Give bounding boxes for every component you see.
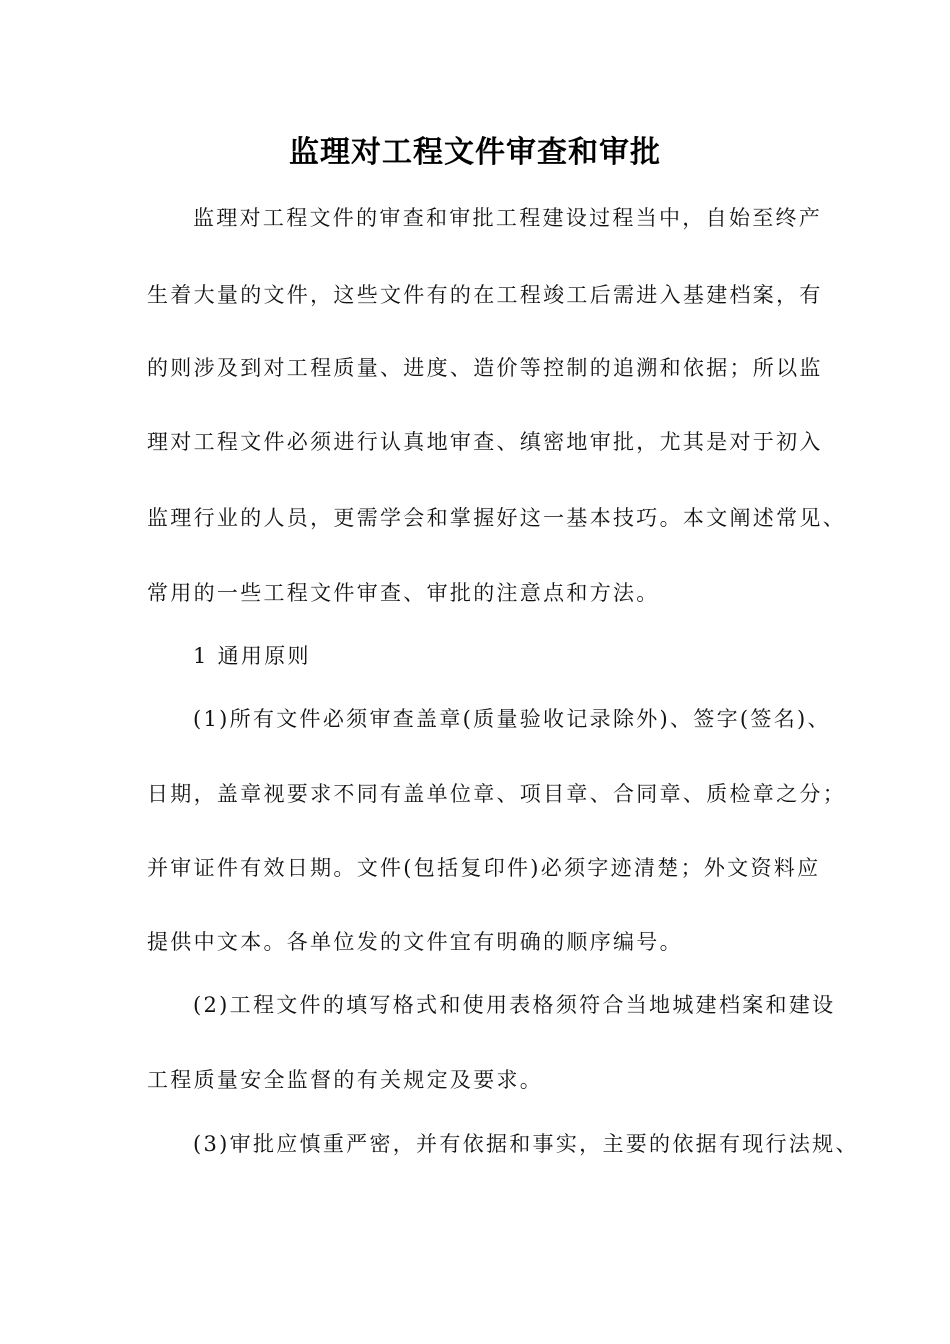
paragraph-line: (2)工程文件的填写格式和使用表格须符合当地城建档案和建设: [193, 993, 836, 1017]
document-title: 监理对工程文件审查和审批: [289, 135, 661, 170]
paragraph-line: 理对工程文件必须进行认真地审查、缜密地审批，尤其是对于初入: [147, 430, 823, 454]
paragraph-line: 监理行业的人员，更需学会和掌握好这一基本技巧。本文阐述常见、: [147, 506, 846, 530]
paragraph-line: 并审证件有效日期。文件(包括复印件)必须字迹清楚；外文资料应: [147, 856, 821, 880]
paragraph-line: 生着大量的文件，这些文件有的在工程竣工后需进入基建档案，有: [147, 283, 823, 307]
paragraph-line: (1)所有文件必须审查盖章(质量验收记录除外)、签字(签名)、: [193, 707, 831, 731]
section-heading: 1 通用原则: [193, 644, 311, 668]
paragraph-line: (3)审批应慎重严密，并有依据和事实，主要的依据有现行法规、: [193, 1132, 859, 1156]
paragraph-line: 监理对工程文件的审查和审批工程建设过程当中，自始至终产: [193, 206, 823, 230]
paragraph-line: 日期，盖章视要求不同有盖单位章、项目章、合同章、质检章之分；: [147, 782, 846, 806]
paragraph-line: 常用的一些工程文件审查、审批的注意点和方法。: [147, 581, 660, 605]
paragraph-line: 工程质量安全监督的有关规定及要求。: [147, 1068, 544, 1092]
paragraph-line: 的则涉及到对工程质量、进度、造价等控制的追溯和依据；所以监: [147, 356, 823, 380]
paragraph-line: 提供中文本。各单位发的文件宜有明确的顺序编号。: [147, 930, 683, 954]
